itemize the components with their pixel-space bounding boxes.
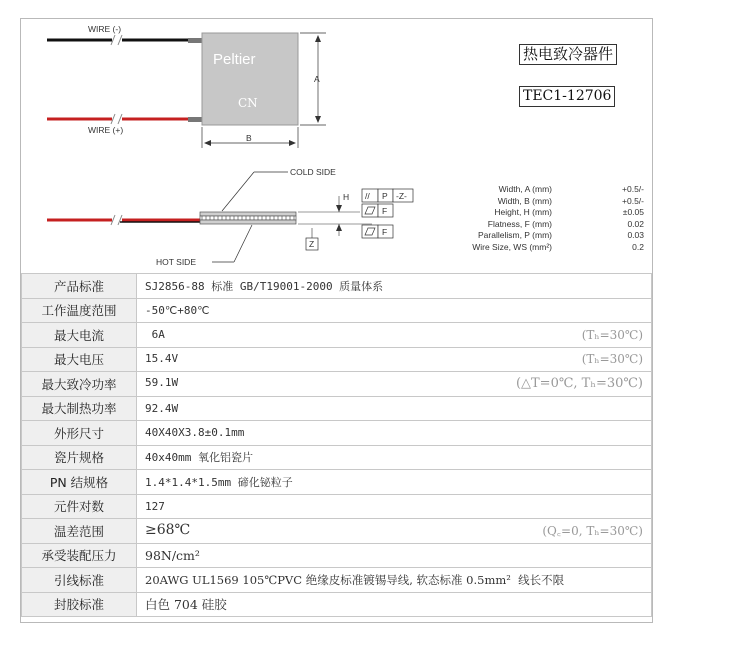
dimension-a <box>300 33 326 125</box>
param-label: PN 结规格 <box>22 470 137 495</box>
param-label: 产品标准 <box>22 274 137 299</box>
param-value: -50℃+80℃ <box>137 298 652 323</box>
svg-text:-Z-: -Z- <box>396 191 407 201</box>
param-value: 1.4*1.4*1.5mm 碲化铋粒子 <box>137 470 652 495</box>
cold-side-label: COLD SIDE <box>290 167 336 177</box>
parameter-table <box>21 273 652 617</box>
table-row <box>22 323 652 348</box>
param-label: 最大电流 <box>22 323 137 348</box>
param-value: 59.1W (△T=0℃, Tₕ=30℃) <box>137 372 652 397</box>
param-value: 92.4W <box>137 396 652 421</box>
svg-text:F: F <box>382 227 388 237</box>
dim-a-label: A <box>314 74 320 84</box>
param-label: 引线标准 <box>22 568 137 593</box>
param-value: 98N/cm² <box>137 543 652 568</box>
tolerance-frame-parallel <box>362 189 413 202</box>
table-row <box>22 372 652 397</box>
module-brand: Peltier <box>213 51 256 68</box>
peltier-module-top <box>202 33 298 125</box>
dim-b-label: B <box>246 133 252 143</box>
table-row <box>22 274 652 299</box>
wire-negative <box>47 35 202 45</box>
wire-pos-label: WIRE (+) <box>88 125 124 135</box>
param-label: 封胶标准 <box>22 592 137 617</box>
param-label: 最大致冷功率 <box>22 372 137 397</box>
param-label: 瓷片规格 <box>22 445 137 470</box>
hot-side-label: HOT SIDE <box>156 257 196 267</box>
param-label: 外形尺寸 <box>22 421 137 446</box>
spec-row: Wire Size, WS (mm²) 0.2 <box>472 241 644 252</box>
wire-neg-label: WIRE (-) <box>88 24 122 34</box>
table-row <box>22 543 652 568</box>
tolerance-frame-flatness-top <box>362 204 393 217</box>
table-row <box>22 568 652 593</box>
table-row <box>22 494 652 519</box>
param-value: 15.4V (Tₕ=30℃) <box>137 347 652 372</box>
title-chinese: 热电致冷器件 <box>519 44 617 65</box>
table-row <box>22 445 652 470</box>
param-value: 127 <box>137 494 652 519</box>
svg-text:F: F <box>382 206 388 216</box>
spec-row: Width, B (mm) +0.5/- <box>497 195 644 206</box>
param-value: 40X40X3.8±0.1mm <box>137 421 652 446</box>
tolerance-frame-flatness-bottom <box>362 225 393 238</box>
table-row <box>22 421 652 446</box>
svg-text:P: P <box>382 191 388 201</box>
model-number: TEC1-12706 <box>519 86 615 107</box>
peltier-module-side <box>47 212 296 225</box>
table-row <box>22 347 652 372</box>
wire-positive <box>47 114 202 124</box>
dim-z-label: Z <box>309 239 315 249</box>
param-label: 工作温度范围 <box>22 298 137 323</box>
param-label: 承受装配压力 <box>22 543 137 568</box>
param-value: ≥68℃ (Q꜀=0, Tₕ=30℃) <box>137 519 652 544</box>
spec-row: Parallelism, P (mm) 0.03 <box>478 230 644 241</box>
spec-row: Height, H (mm) ±0.05 <box>494 207 644 218</box>
dim-h-label: H <box>343 192 350 202</box>
param-value: 白色 704 硅胶 <box>137 592 652 617</box>
table-row <box>22 396 652 421</box>
module-mark: CN <box>238 96 258 110</box>
table-row <box>22 470 652 495</box>
param-value: 6A (Tₕ=30℃) <box>137 323 652 348</box>
param-label: 最大制热功率 <box>22 396 137 421</box>
table-row <box>22 592 652 617</box>
spec-list <box>440 184 644 254</box>
dimension-h <box>298 196 372 236</box>
param-value: 40x40mm 氧化铝瓷片 <box>137 445 652 470</box>
param-label: 温差范围 <box>22 519 137 544</box>
table-row <box>22 519 652 544</box>
svg-text://: // <box>365 191 370 201</box>
param-value: 20AWG UL1569 105℃PVC 绝缘皮标准镀锡导线, 软态标准 0.5mm² 线长不限 <box>137 568 652 593</box>
spec-row: Width, A (mm) +0.5/- <box>498 184 644 194</box>
table-row <box>22 298 652 323</box>
param-value: SJ2856-88 标准 GB/T19001-2000 质量体系 <box>137 274 652 299</box>
param-label: 元件对数 <box>22 494 137 519</box>
param-label: 最大电压 <box>22 347 137 372</box>
spec-row: Flatness, F (mm) 0.02 <box>487 218 644 229</box>
